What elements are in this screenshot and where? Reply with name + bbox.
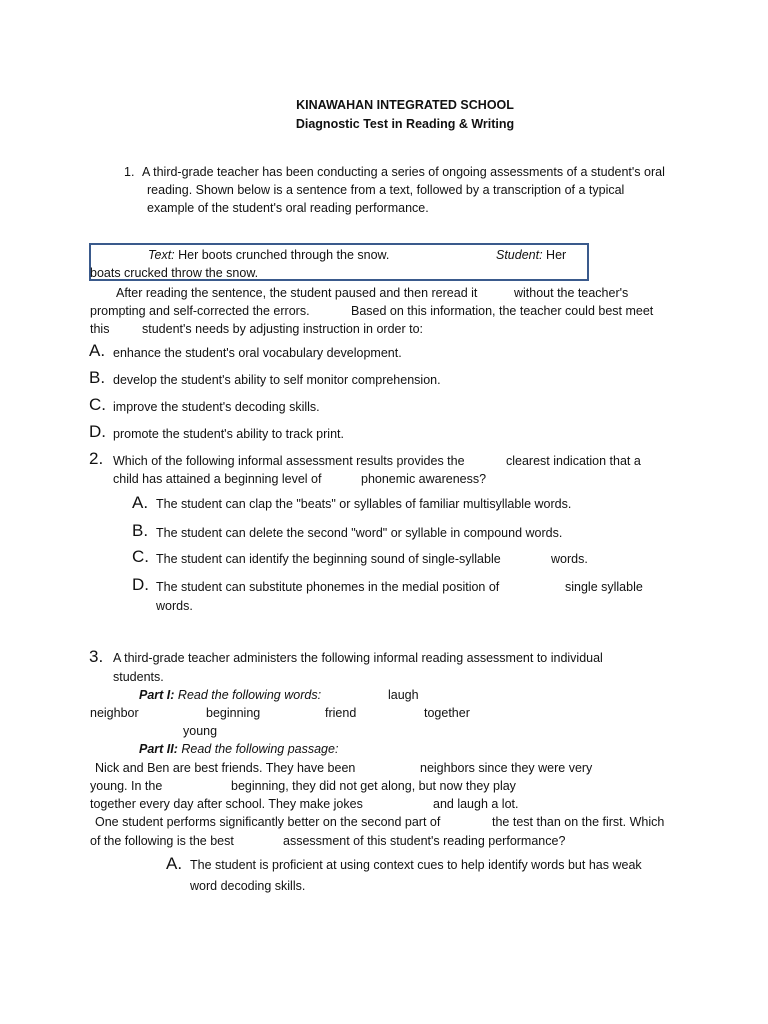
part2-label: Part II: [139,742,178,756]
word-item: neighbor [90,706,139,720]
q3-question-line: of the following is the best [90,834,234,848]
part1-label: Part I: [139,688,175,702]
q1-followup-line: this [90,322,110,336]
passage-line: neighbors since they were very [420,761,593,775]
word-item: young [183,724,218,738]
part2-line [139,741,338,757]
q2-option-letter: D. [132,575,149,594]
part1-line [139,687,321,703]
q2-option-text: The student can substitute phonemes in the medial position of [156,580,500,594]
passage-line: together every day after school. They make jokes [90,797,363,811]
q1-option-text: enhance the student's oral vocabulary development. [113,346,402,360]
q1-followup-line: student's needs by adjusting instruction in order to: [142,322,424,336]
text-sentence-line [148,247,389,263]
q3-number: 3. [89,647,104,666]
q1-stem-line: A third-grade teacher has been conducting a series of ongoing assessments of a student's oral [142,165,665,179]
q3-question-line: the test than on the first. Which [492,815,665,829]
q1-followup-line: prompting and self-corrected the errors. [90,304,310,318]
q1-option-text: promote the student's ability to track print. [113,427,344,441]
q1-option-text: develop the student's ability to self monitor comprehension. [113,373,441,387]
q2-option-text: The student can identify the beginning sound of single-syllable [156,552,501,566]
q3-option-letter: A. [166,854,183,873]
q2-option-letter: C. [132,547,149,566]
q1-option-text: improve the student's decoding skills. [113,400,320,414]
student-reading: boats crucked throw the snow. [90,266,259,280]
school-name: KINAWAHAN INTEGRATED SCHOOL [296,98,514,112]
q1-option-letter: B. [89,368,106,387]
q1-followup-line: without the teacher's [514,286,629,300]
part1-instruction: Read the following words: [174,688,322,702]
q3-option-text: word decoding skills. [190,879,306,893]
q3-question-line: One student performs significantly better on the second part of [95,815,441,829]
q2-number: 2. [89,449,104,468]
q2-option-text: single syllable [565,580,643,594]
q2-option-letter: B. [132,521,149,540]
student-word: Her [542,248,567,262]
passage-line: beginning, they did not get along, but now they play [231,779,516,793]
q2-stem-line: Which of the following informal assessment results provides the [113,454,465,468]
q1-followup-line: After reading the sentence, the student paused and then reread it [116,286,478,300]
text-sentence: Her boots crunched through the snow. [174,248,390,262]
word-item: together [424,706,470,720]
q2-option-text: The student can delete the second "word" or syllable in compound words. [156,526,563,540]
q2-stem-line: child has attained a beginning level of [113,472,322,486]
word-item: beginning [206,706,261,720]
q3-stem-line: students. [113,670,164,684]
word-item: friend [325,706,357,720]
q1-stem-line: example of the student's oral reading performance. [147,201,429,215]
passage-line: Nick and Ben are best friends. They have been [95,761,356,775]
q2-stem-line: phonemic awareness? [361,472,487,486]
q2-stem-line: clearest indication that a [506,454,641,468]
passage-line: and laugh a lot. [433,797,519,811]
passage-line: young. In the [90,779,163,793]
q1-followup-line: Based on this information, the teacher could best meet [351,304,654,318]
q3-option-text: The student is proficient at using context cues to help identify words but has weak [190,858,642,872]
student-line [496,247,566,263]
text-label: Text: [148,248,175,262]
q3-stem-line: A third-grade teacher administers the following informal reading assessment to individual [113,651,603,665]
q3-question-line: assessment of this student's reading performance? [283,834,566,848]
q1-number: 1. [124,165,135,179]
q2-option-text: words. [156,599,193,613]
test-title: Diagnostic Test in Reading & Writing [295,117,515,131]
q1-option-letter: C. [89,395,106,414]
q2-option-text: The student can clap the "beats" or syllables of familiar multisyllable words. [156,497,572,511]
q1-stem-line: reading. Shown below is a sentence from a text, followed by a transcription of a typical [147,183,625,197]
q1-option-letter: A. [89,341,106,360]
word-item: laugh [388,688,419,702]
q2-option-letter: A. [132,493,149,512]
q1-option-letter: D. [89,422,106,441]
part2-instruction: Read the following passage: [177,742,339,756]
student-label: Student: [496,248,543,262]
q2-option-text: words. [551,552,588,566]
